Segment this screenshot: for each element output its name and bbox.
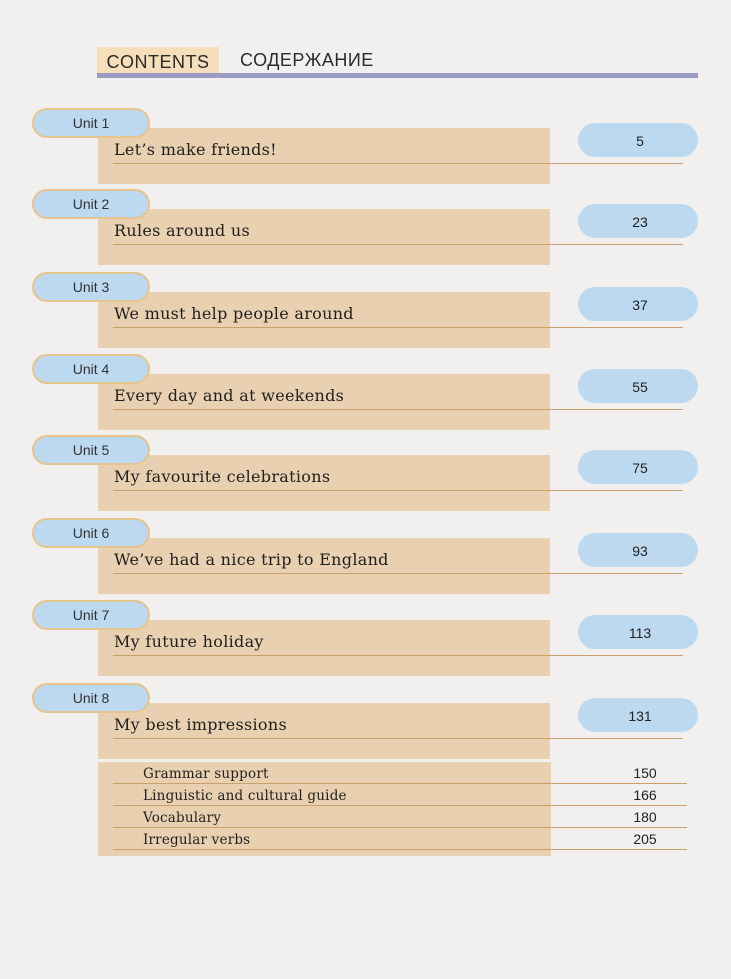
toc-extra-irregular-verbs[interactable] [0,829,731,851]
page-number: 75 [632,460,648,476]
page-number: 113 [628,625,652,641]
unit-tab: Unit 4 [32,354,150,384]
contents-heading-ru: СОДЕРЖАНИЕ [240,50,374,70]
unit-title: Every day and at weekends [114,386,345,405]
extra-title: Irregular verbs [143,832,251,848]
entry-rule [113,738,683,739]
unit-tab: Unit 3 [32,272,150,302]
entry-rule [113,849,687,850]
page-number: 93 [632,543,648,559]
entry-rule [113,244,683,245]
unit-tab: Unit 1 [32,108,150,138]
entry-rule [113,490,683,491]
toc-extra-vocabulary[interactable] [0,807,731,829]
entry-rule [113,409,683,410]
page-number: 131 [628,708,652,724]
unit-tab: Unit 5 [32,435,150,465]
entry-rule [113,573,683,574]
page-number: 180 [633,809,657,825]
unit-tab: Unit 6 [32,518,150,548]
unit-title: My future holiday [114,632,264,651]
page-number: 205 [633,831,657,847]
entry-rule [113,827,687,828]
page-number: 55 [632,379,648,395]
unit-title: Rules around us [114,221,251,240]
extra-title: Linguistic and cultural guide [143,788,347,804]
unit-tab: Unit 8 [32,683,150,713]
page-number: 166 [633,787,657,803]
entry-rule [113,805,687,806]
entry-rule [113,783,687,784]
unit-title: We must help people around [114,304,354,323]
entry-rule [113,163,683,164]
page-number: 37 [632,297,648,313]
toc-extra-linguistic-guide[interactable] [0,785,731,807]
unit-tab: Unit 7 [32,600,150,630]
page-number: 5 [636,133,644,149]
page-number: 150 [633,765,657,781]
extra-title: Grammar support [143,766,269,782]
extra-title: Vocabulary [143,810,222,826]
unit-title: Let’s make friends! [114,140,277,159]
entry-rule [113,655,683,656]
unit-title: My favourite celebrations [114,467,331,486]
toc-extra-grammar-support[interactable] [0,763,731,785]
page-number: 23 [632,214,648,230]
contents-heading: CONTENTS [97,47,219,78]
unit-title: We’ve had a nice trip to England [114,550,389,569]
entry-rule [113,327,683,328]
header-rule [97,73,698,78]
unit-title: My best impressions [114,715,287,734]
unit-tab: Unit 2 [32,189,150,219]
